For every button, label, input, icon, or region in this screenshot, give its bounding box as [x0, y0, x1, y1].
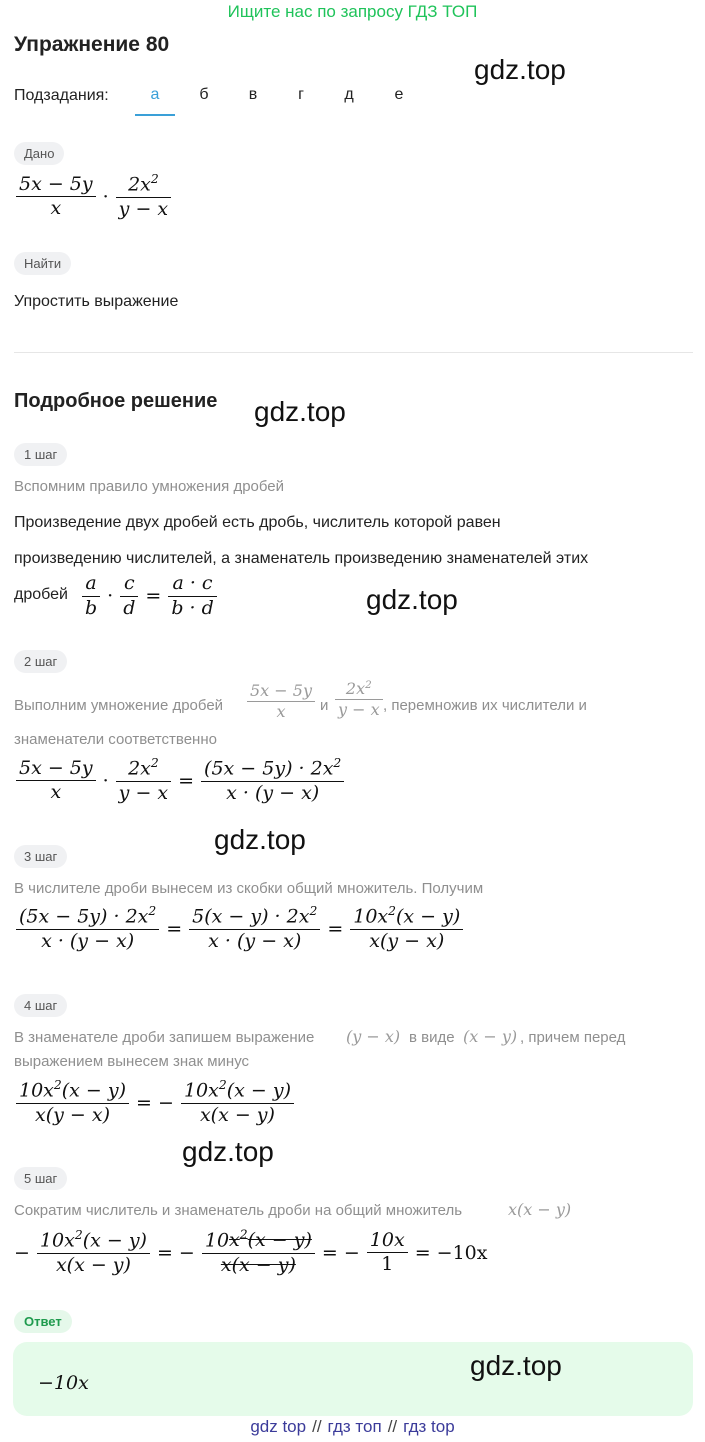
tab-a[interactable]: а [135, 86, 175, 116]
step-2-formula: $\frac{5x - 5y}{x}$ · $\frac{2x^2}{y - x}$ = $\frac{(5x - 5y) \cdot 2x^2}{x \cdot (y - x)}$ [14, 756, 346, 806]
search-banner: Ищите нас по запросу ГДЗ ТОП [227, 2, 478, 21]
subtasks-label: Подзадания: [14, 87, 109, 104]
step-5-hint: Сократим числитель и знаменатель дроби на общий множитель [14, 1202, 463, 1219]
answer-box [13, 1342, 693, 1416]
step-5-formula: − $\frac{10x^2(x - y)}{x(x - y)}$ = − $\frac{10x^2(x - y)}{x(x - y)}$ = − $\frac{10x}{1}$ = −10x [14, 1228, 488, 1277]
step-5-badge: 5 шаг [14, 1167, 67, 1190]
step-1-text-line1: Произведение двух дробей есть дробь, числитель которой равен [14, 514, 501, 531]
solution-heading: Подробное решение [14, 390, 218, 412]
footer-separator: // [387, 1417, 398, 1436]
step-2-hint-frac-2: $\frac{2x^2}{y - x}$ [333, 679, 385, 720]
step-2-hint-and: и [320, 697, 329, 714]
step-1-badge: 1 шаг [14, 443, 67, 466]
watermark: gdz.top [470, 1350, 562, 1381]
step-4-formula: $\frac{10x^2(x - y)}{x(y - x)}$ = − $\frac{10x^2(x - y)}{x(x - y)}$ [14, 1078, 296, 1128]
tab-v[interactable]: в [248, 86, 258, 103]
tab-e[interactable]: е [394, 86, 404, 103]
footer-link-gdz-top-mixed[interactable]: гдз top [403, 1417, 455, 1436]
answer-value: −10x [38, 1372, 89, 1394]
step-3-formula: $\frac{(5x - 5y) \cdot 2x^2}{x \cdot (y - x)}$ = $\frac{5(x - y) \cdot 2x^2}{x \cdot (y - x)}$ = $\frac{10x^2(x - y)}{x(y - x)}$ [14, 904, 465, 954]
step-5-factor: x(x − y) [508, 1200, 572, 1219]
step-1-hint: Вспомним правило умножения дробей [14, 478, 285, 495]
step-2-hint-frac-1: $\frac{5x - 5y}{x}$ [245, 681, 317, 722]
step-4-expr-1: (y − x) [346, 1027, 401, 1046]
step-2-hint-b: , перемножив их числители и [383, 697, 587, 714]
step-3-hint: В числителе дроби вынесем из скобки общий множитель. Получим [14, 880, 484, 897]
watermark: gdz.top [366, 584, 458, 615]
watermark: gdz.top [214, 824, 306, 855]
step-1-text-line3: дробей [14, 586, 68, 603]
tab-d[interactable]: д [344, 86, 354, 103]
answer-badge: Ответ [14, 1310, 72, 1333]
step-1-formula: $\frac{a}{b}$ · $\frac{c}{d}$ = $\frac{a \cdot c}{b \cdot d}$ [80, 572, 219, 621]
footer-link-gdz-top[interactable]: gdz top [250, 1417, 307, 1436]
step-4-badge: 4 шаг [14, 994, 67, 1017]
watermark: gdz.top [182, 1136, 274, 1167]
step-2-hint-c: знаменатели соответственно [14, 731, 217, 748]
page-title: Упражнение 80 [14, 33, 170, 56]
step-1-text-line2: произведению числителей, а знаменатель произведению знаменателей этих [14, 550, 589, 567]
step-3-badge: 3 шаг [14, 845, 67, 868]
footer-link-gdz-top-ru[interactable]: гдз топ [327, 1417, 382, 1436]
watermark: gdz.top [254, 396, 346, 427]
given-expression: $\frac{5x - 5y}{x}$ · $\frac{2x^2}{y - x}$ [14, 172, 173, 222]
tab-g[interactable]: г [298, 86, 304, 103]
step-2-badge: 2 шаг [14, 650, 67, 673]
step-4-hint-c: , причем перед [520, 1029, 626, 1046]
divider [14, 352, 693, 353]
step-2-hint-a: Выполним умножение дробей [14, 697, 224, 714]
step-4-expr-2: (x − y) [463, 1027, 518, 1046]
step-4-hint-d: выражением вынесем знак минус [14, 1053, 250, 1070]
find-badge: Найти [14, 252, 71, 275]
step-4-hint-b: в виде [409, 1029, 455, 1046]
watermark: gdz.top [474, 54, 566, 85]
given-badge: Дано [14, 142, 64, 165]
step-4-hint-a: В знаменателе дроби запишем выражение [14, 1029, 315, 1046]
tab-b[interactable]: б [199, 86, 209, 103]
find-text: Упростить выражение [14, 293, 179, 310]
footer-separator: // [312, 1417, 322, 1436]
footer-links [0, 1417, 705, 1437]
